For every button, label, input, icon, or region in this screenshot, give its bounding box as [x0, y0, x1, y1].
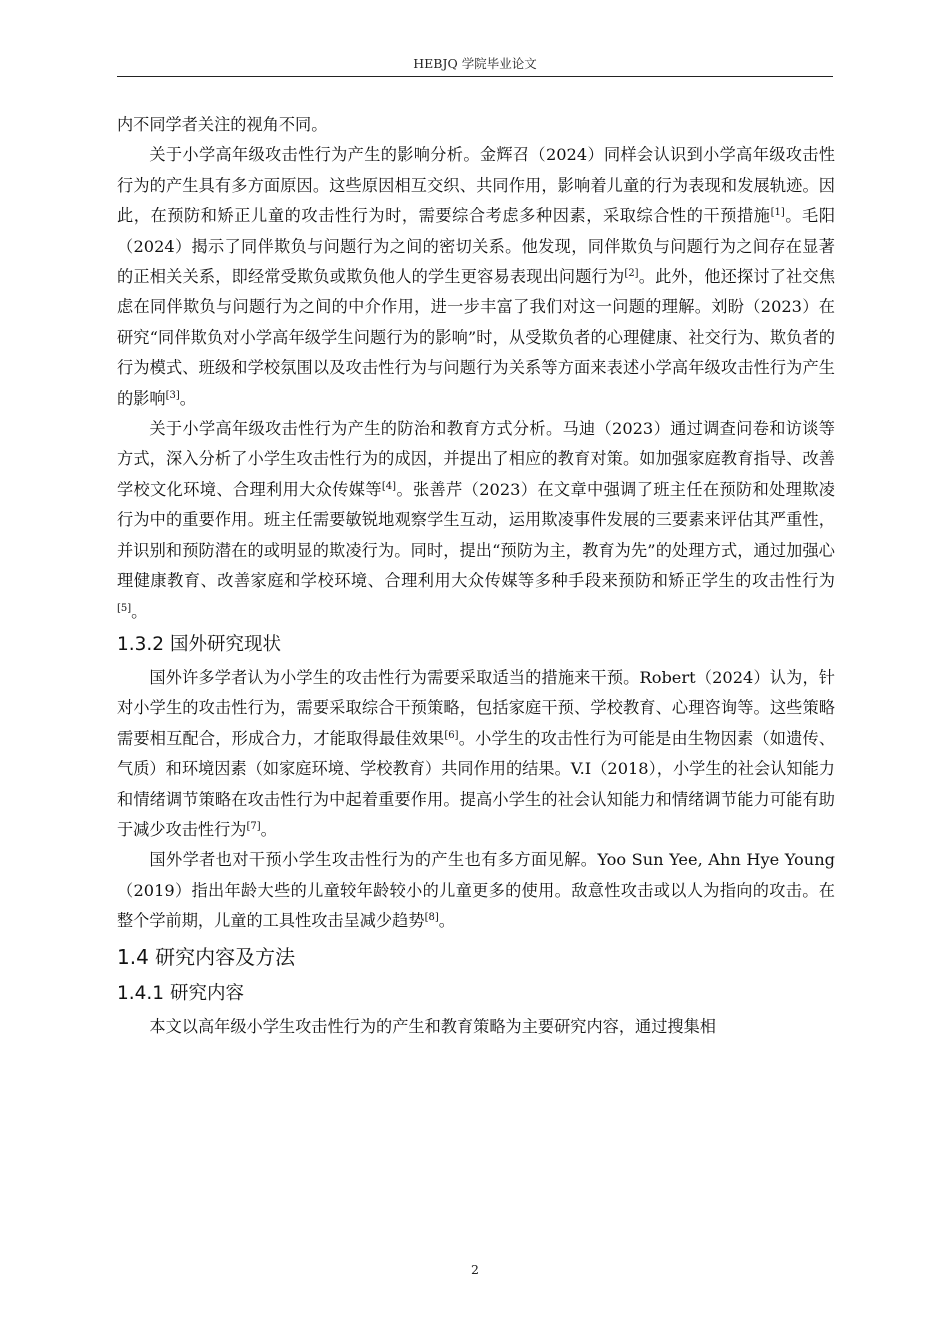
- paragraph: 本文以高年级小学生攻击性行为的产生和教育策略为主要研究内容，通过搜集相: [149, 1016, 716, 1036]
- citation: [7]: [246, 820, 261, 832]
- document-body: [117, 110, 835, 1042]
- citation: [6]: [444, 729, 459, 741]
- section-heading: 1.3.2 国外研究现状: [117, 633, 281, 655]
- citation: [3]: [165, 389, 180, 401]
- citation: [5]: [117, 602, 132, 614]
- chapter-heading: 1.4 研究内容及方法: [117, 944, 296, 969]
- citation: [4]: [381, 480, 397, 492]
- section-heading: 1.4.1 研究内容: [117, 982, 244, 1004]
- paragraph: 国外学者也对干预小学生攻击性行为的产生也有多方面见解。Yoo Sun Yee, Ahn Hye Young（2019）指出年龄大些的儿童较年龄较小的儿童更多的使用。敌意性攻击或以人为指向的攻击。在整个学前期，儿童的工具性攻击呈减少趋势[8]。: [117, 850, 835, 931]
- page-number: 2: [471, 1262, 479, 1277]
- page-footer: [0, 1262, 950, 1277]
- page-header: [117, 54, 833, 77]
- citation: [2]: [624, 268, 639, 280]
- paragraph: 关于小学高年级攻击性行为产生的影响分析。金辉召（2024）同样会认识到小学高年级攻击性行为的产生具有多方面原因。这些原因相互交织、共同作用，影响着儿童的行为表现和发展轨迹。因此，在预防和矫正儿童的攻击性行为时，需要综合考虑多种因素，采取综合性的干预措施[1]。毛阳（2024）揭示了同伴欺负与问题行为之间的密切关系。他发现，同伴欺负与问题行为之间存在显著的正相关关系，即经常受欺负或欺负他人的学生更容易表现出问题行为[2]。此外，他还探讨了社交焦虑在同伴欺负与问题行为之间的中介作用，进一步丰富了我们对这一问题的理解。刘盼（2023）在研究“同伴欺负对小学高年级学生问题行为的影响”时，从受欺负者的心理健康、社交行为、欺负者的行为模式、班级和学校氛围以及攻击性行为与问题行为关系等方面来表述小学高年级攻击性行为产生的影响[3]。: [117, 145, 836, 408]
- paragraph: 内不同学者关注的视角不同。: [117, 115, 328, 134]
- paragraph: 国外许多学者认为小学生的攻击性行为需要采取适当的措施来干预。Robert（2024）认为，针对小学生的攻击性行为，需要采取综合干预策略，包括家庭干预、学校教育、心理咨询等。这些策略需要相互配合，形成合力，才能取得最佳效果[6]。小学生的攻击性行为可能是由生物因素（如遗传、气质）和环境因素（如家庭环境、学校教育）共同作用的结果。V.I（2018），小学生的社会认知能力和情绪调节策略在攻击性行为中起着重要作用。提高小学生的社会认知能力和情绪调节能力可能有助于减少攻击性行为[7]。: [117, 667, 836, 839]
- header-title: HEBJQ 学院毕业论文: [413, 56, 537, 71]
- paragraph: 关于小学高年级攻击性行为产生的防治和教育方式分析。马迪（2023）通过调查问卷和访谈等方式，深入分析了小学生攻击性行为的成因，并提出了相应的教育对策。如加强家庭教育指导、改善学校文化环境、合理利用大众传媒等[4]。张善芹（2023）在文章中强调了班主任在预防和处理欺凌行为中的重要作用。班主任需要敏锐地观察学生互动，运用欺凌事件发展的三要素来评估其严重性，并识别和预防潜在的或明显的欺凌行为。同时，提出“预防为主，教育为先”的处理方式，通过加强心理健康教育、改善家庭和学校环境、合理利用大众传媒等多种手段来预防和矫正学生的攻击性行为[5]。: [117, 419, 835, 621]
- citation: [1]: [770, 207, 785, 219]
- citation: [8]: [424, 912, 439, 924]
